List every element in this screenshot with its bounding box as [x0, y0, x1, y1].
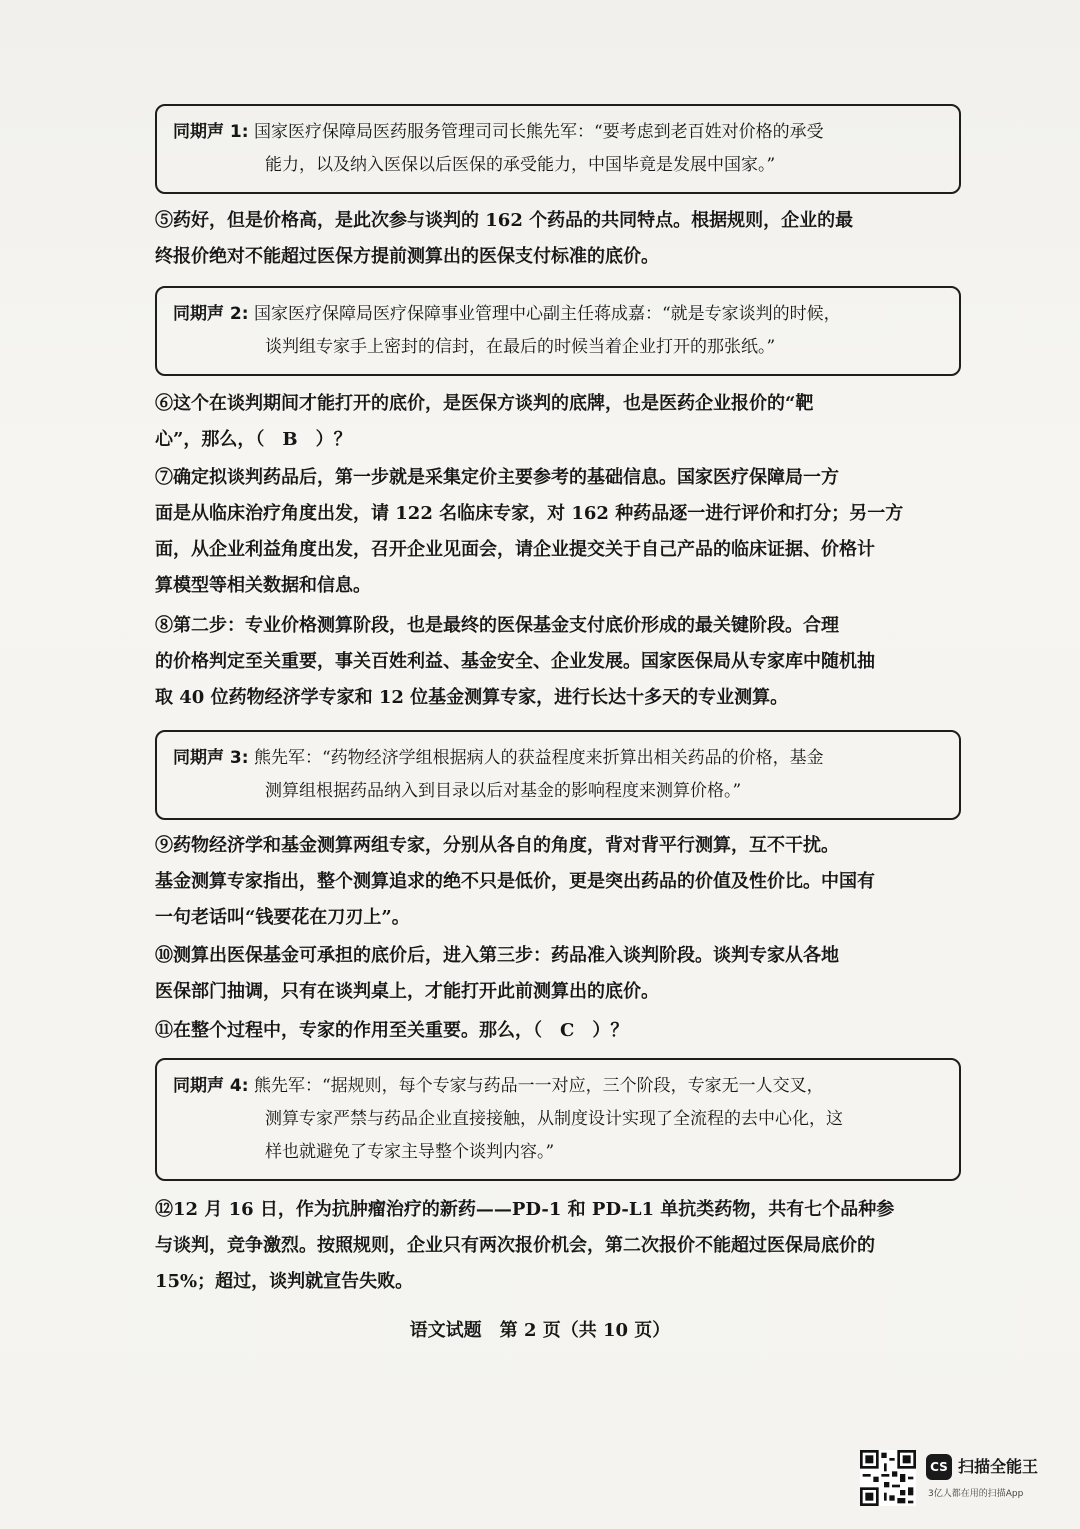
paragraph-line: 基金测算专家指出，整个测算追求的绝不只是低价，更是突出药品的价值及性价比。中国有: [155, 871, 875, 892]
paragraph-6: [155, 386, 965, 458]
paragraph-line: ⑩测算出医保基金可承担的底价后，进入第三步：药品准入谈判阶段。谈判专家从各地: [155, 945, 839, 966]
paragraph-line: 15%；超过，谈判就宣告失败。: [155, 1271, 414, 1292]
paragraph-line: ⑦确定拟谈判药品后，第一步就是采集定价主要参考的基础信息。国家医疗保障局一方: [155, 467, 839, 488]
paragraph-line: ⑧第二步：专业价格测算阶段，也是最终的医保基金支付底价形成的最关键阶段。合理: [155, 615, 839, 636]
quote-text: 国家医疗保障局医药服务管理司司长熊先军：“要考虑到老百姓对价格的承受: [253, 122, 824, 142]
quote-box-1-line-1: [173, 116, 945, 149]
quote-text: 熊先军：“据规则，每个专家与药品一一对应，三个阶段，专家无一人交叉，: [253, 1076, 824, 1096]
quote-box-2-line-2: 谈判组专家手上密封的信封，在最后的时候当着企业打开的那张纸。”: [265, 337, 776, 357]
quote-box-4: [155, 1058, 961, 1181]
watermark-subtitle: 3亿人都在用的扫描App: [928, 1489, 1024, 1499]
page-footer: 语文试题 第 2 页（共 10 页）: [409, 1320, 671, 1341]
quote-box-1: [155, 104, 961, 194]
quote-label: 同期声 3:: [173, 748, 249, 768]
paragraph-line: 医保部门抽调，只有在谈判桌上，才能打开此前测算出的底价。: [155, 981, 659, 1002]
paragraph-line: ⑨药物经济学和基金测算两组专家，分别从各自的角度，背对背平行测算，互不干扰。: [155, 835, 839, 856]
quote-label: 同期声 4:: [173, 1076, 249, 1096]
paragraph-9: [155, 828, 965, 936]
paragraph-line: ⑤药好，但是价格高，是此次参与谈判的 162 个药品的共同特点。根据规则，企业的最: [155, 210, 854, 231]
paragraph-line: ⑫12 月 16 日，作为抗肿瘤治疗的新药——PD-1 和 PD-L1 单抗类药物，共有七个品种参: [155, 1199, 895, 1220]
paragraph-line: 的价格判定至关重要，事关百姓利益、基金安全、企业发展。国家医保局从专家库中随机抽: [155, 651, 875, 672]
quote-box-3: [155, 730, 961, 820]
paragraph-line: 取 40 位药物经济学专家和 12 位基金测算专家，进行长达十多天的专业测算。: [155, 687, 789, 708]
paragraph-10: [155, 938, 965, 1010]
paragraph-5: [155, 203, 965, 275]
quote-box-4-line-1: [173, 1070, 945, 1103]
paragraph-line: 终报价绝对不能超过医保方提前测算出的医保支付标准的底价。: [155, 246, 659, 267]
paragraph-line: ⑪在整个过程中，专家的作用至关重要。那么，（ C ）？: [155, 1020, 629, 1041]
quote-box-1-line-2: 能力，以及纳入医保以后医保的承受能力，中国毕竟是发展中国家。”: [265, 155, 776, 175]
paragraph-line: ⑥这个在谈判期间才能打开的底价，是医保方谈判的底牌，也是医药企业报价的“靶: [155, 393, 814, 414]
quote-text: 熊先军：“药物经济学组根据病人的获益程度来折算出相关药品的价格，基金: [253, 748, 824, 768]
scanner-watermark: [860, 1450, 1060, 1510]
paragraph-7: [155, 460, 965, 604]
quote-text: 国家医疗保障局医疗保障事业管理中心副主任蒋成嘉：“就是专家谈判的时候，: [253, 304, 841, 324]
quote-box-4-line-2: 测算专家严禁与药品企业直接接触，从制度设计实现了全流程的去中心化，这: [265, 1109, 843, 1129]
paragraph-line: 与谈判，竞争激烈。按照规则，企业只有两次报价机会，第二次报价不能超过医保局底价的: [155, 1235, 875, 1256]
quote-box-3-line-2: 测算组根据药品纳入到目录以后对基金的影响程度来测算价格。”: [265, 781, 742, 801]
paragraph-line: 面是从临床治疗角度出发，请 122 名临床专家，对 162 种药品逐一进行评价和打分；另一方: [155, 503, 904, 524]
quote-label: 同期声 2:: [173, 304, 249, 324]
watermark-title: 扫描全能王: [958, 1457, 1039, 1476]
paragraph-line: 心”，那么，（ B ）？: [155, 429, 352, 450]
paragraph-line: 一句老话叫“钱要花在刀刃上”。: [155, 907, 410, 928]
paragraph-11: [155, 1013, 965, 1049]
qr-code-icon: [860, 1450, 916, 1506]
quote-box-3-line-1: [173, 742, 945, 775]
quote-label: 同期声 1:: [173, 122, 249, 142]
paragraph-12: [155, 1192, 965, 1300]
paragraph-line: 面，从企业利益角度出发，召开企业见面会，请企业提交关于自己产品的临床证据、价格计: [155, 539, 875, 560]
quote-box-2: [155, 286, 961, 376]
quote-box-4-line-3: 样也就避免了专家主导整个谈判内容。”: [265, 1142, 555, 1162]
paragraph-line: 算模型等相关数据和信息。: [155, 575, 371, 596]
paragraph-8: [155, 608, 965, 716]
quote-box-2-line-1: [173, 298, 945, 331]
camscanner-logo-icon: CS: [926, 1454, 952, 1480]
